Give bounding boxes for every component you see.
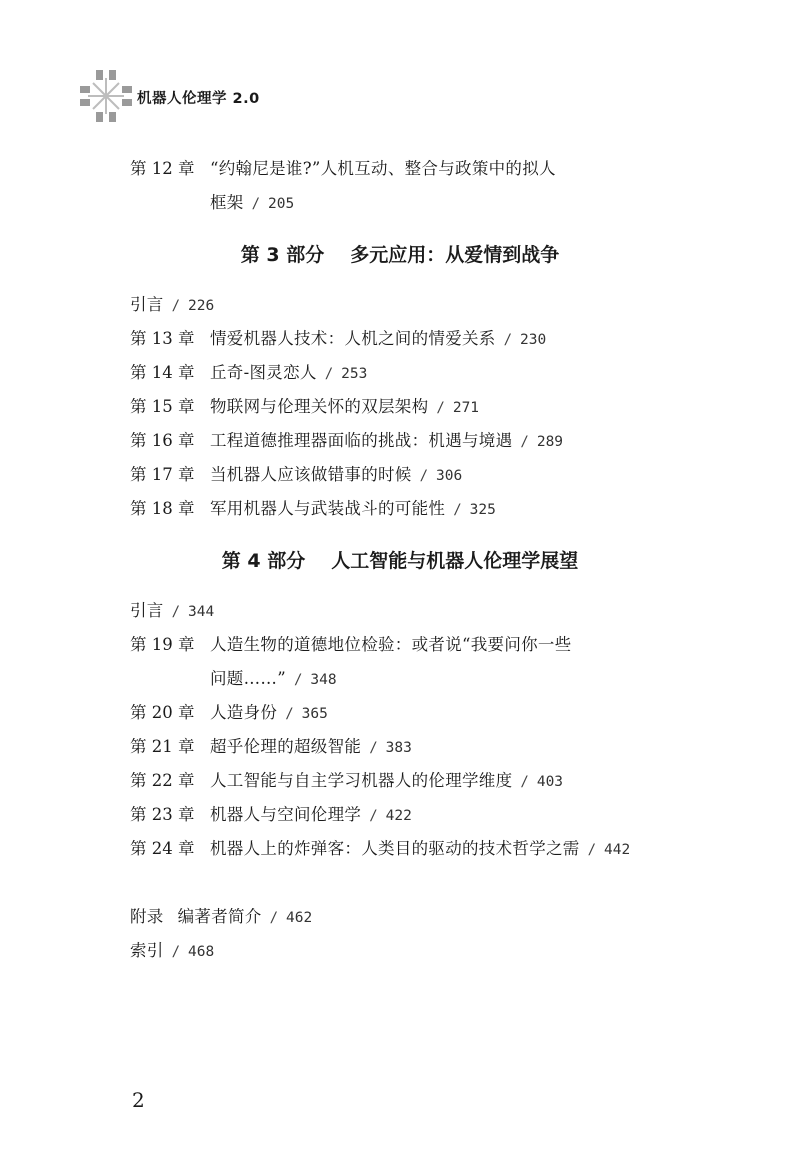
toc-entry-chapter-14[interactable] [130,356,367,390]
toc-entry-chapter-16[interactable] [130,424,563,458]
part-title: 多元应用：从爱情到战争 [350,244,560,266]
chapter-title: 超乎伦理的超级智能 [210,737,362,756]
part-4-heading [0,543,800,579]
separator: / [324,366,334,382]
chapter-number: 第 20 章 [130,703,195,722]
separator: / [251,196,261,212]
part-title: 人工智能与机器人伦理学展望 [331,550,579,572]
toc-entry-chapter-17[interactable] [130,458,462,492]
chapter-title: 情爱机器人技术：人机之间的情爱关系 [210,329,496,348]
separator: / [171,944,181,960]
page-ref: 205 [268,196,295,212]
separator: / [285,706,294,722]
part-3-heading [0,237,800,273]
toc-entry-appendix[interactable] [130,900,312,934]
toc-entry-chapter-18[interactable] [130,492,496,526]
asterisk-cross-logo [80,70,132,122]
index-label: 索引 [130,941,164,960]
separator: / [453,502,462,518]
toc-entry-chapter-13[interactable] [130,322,546,356]
chapter-title-cont: 框架 [210,193,244,212]
page-ref: 226 [188,298,215,314]
separator: / [171,604,181,620]
toc-entry-part-4-intro[interactable] [130,594,214,628]
page-ref: 348 [310,672,337,688]
part-number: 第 4 部分 [221,550,306,572]
intro-label: 引言 [130,601,164,620]
toc-entry-part-3-intro[interactable] [130,288,214,322]
chapter-number: 第 22 章 [130,771,195,790]
toc-entry-chapter-19-cont[interactable] [210,662,337,696]
separator: / [419,468,429,484]
toc-entry-chapter-22[interactable] [130,764,563,798]
chapter-title-cont: 问题……” [210,669,286,688]
chapter-number: 第 24 章 [130,839,195,858]
separator: / [587,842,597,858]
toc-entry-chapter-12-cont[interactable] [210,186,294,220]
page-ref: 289 [536,434,564,450]
chapter-number: 第 16 章 [130,431,195,450]
toc-entry-chapter-24[interactable] [130,832,630,866]
appendix-title: 编著者简介 [177,907,262,926]
page-ref: 403 [536,774,564,790]
chapter-number: 第 14 章 [130,363,195,382]
page-ref: 383 [385,740,412,756]
page-ref: 422 [385,808,412,824]
separator: / [520,434,529,450]
separator: / [503,332,513,348]
chapter-title: 人造身份 [210,703,278,722]
chapter-number: 第 15 章 [130,397,195,416]
chapter-title: 人工智能与自主学习机器人的伦理学维度 [210,771,513,790]
separator: / [171,298,181,314]
appendix-label: 附录 [130,907,164,926]
chapter-title: 工程道德推理器面临的挑战：机遇与境遇 [210,431,513,450]
chapter-number: 第 17 章 [130,465,195,484]
chapter-number: 第 13 章 [130,329,195,348]
chapter-title: 物联网与伦理关怀的双层架构 [210,397,429,416]
toc-entry-chapter-15[interactable] [130,390,479,424]
toc-entry-index[interactable] [130,934,214,968]
separator: / [520,774,529,790]
separator: / [293,672,303,688]
chapter-title: 人造生物的道德地位检验：或者说“我要问你一些 [210,635,572,654]
page-ref: 230 [520,332,547,348]
page-ref: 271 [452,400,480,416]
separator: / [269,910,279,926]
chapter-title: 军用机器人与武装战斗的可能性 [210,499,446,518]
chapter-number: 第 12 章 [130,159,195,178]
page-ref: 365 [301,706,328,722]
separator: / [369,740,378,756]
toc-entry-chapter-23[interactable] [130,798,412,832]
toc-entry-chapter-20[interactable] [130,696,328,730]
chapter-title: 机器人与空间伦理学 [210,805,362,824]
page-number: 2 [132,1088,145,1112]
running-header [80,70,720,126]
page-ref: 468 [188,944,215,960]
chapter-title: “约翰尼是谁?”人机互动、整合与政策中的拟人 [210,159,556,178]
chapter-number: 第 19 章 [130,635,195,654]
page-ref: 253 [341,366,368,382]
separator: / [436,400,445,416]
separator: / [369,808,378,824]
toc-entry-chapter-12[interactable] [130,152,556,186]
chapter-number: 第 18 章 [130,499,195,518]
page-ref: 462 [286,910,313,926]
running-title: 机器人伦理学 2.0 [137,91,260,107]
chapter-number: 第 21 章 [130,737,195,756]
toc-entry-chapter-21[interactable] [130,730,412,764]
chapter-title: 机器人上的炸弹客：人类目的驱动的技术哲学之需 [210,839,580,858]
toc-entry-chapter-19[interactable] [130,628,572,662]
chapter-title: 丘奇-图灵恋人 [210,363,317,382]
page-ref: 344 [188,604,215,620]
page-ref: 442 [604,842,631,858]
chapter-title: 当机器人应该做错事的时候 [210,465,412,484]
intro-label: 引言 [130,295,164,314]
page-ref: 306 [436,468,463,484]
chapter-number: 第 23 章 [130,805,195,824]
page-ref: 325 [469,502,496,518]
part-number: 第 3 部分 [240,244,325,266]
